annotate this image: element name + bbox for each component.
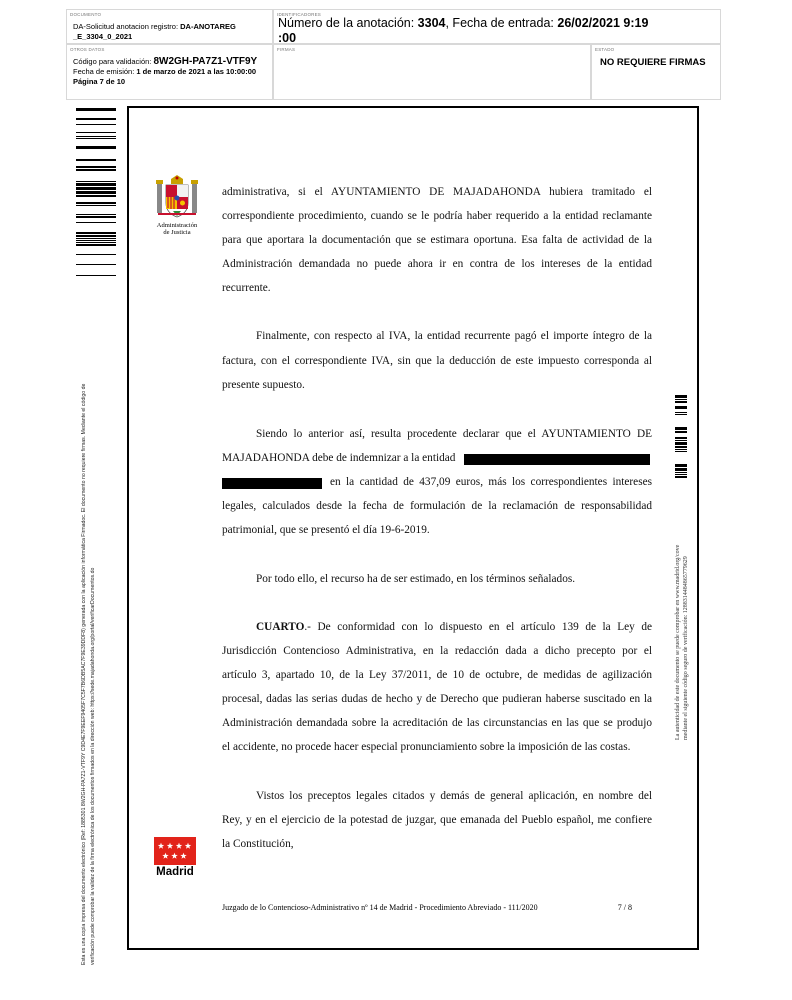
justicia-logo-line2: de Justicia (163, 229, 191, 236)
justicia-logo-line1: Administración (156, 222, 198, 229)
p5-line-4: procesal, dadas las serias dudas de hecho y de Derecho que pudieran haberse suscitado en la (222, 693, 652, 705)
left-barcode (76, 108, 116, 276)
p2-line-1: Finalmente, con respecto al IVA, la entidad recurrente pagó el importe íntegro de la (256, 330, 652, 342)
madrid-flag-icon (154, 837, 196, 865)
star-icon (158, 843, 164, 849)
p3-line-3: en la cantidad de 437,09 euros, más los correspondientes intereses (330, 476, 652, 488)
madrid-logo-text: Madrid (156, 866, 194, 878)
identificador-value: Número de la anotación: 3304, Fecha de entrada: 26/02/2021 9:19 :00 (278, 16, 649, 45)
redaction-block-2 (222, 478, 322, 489)
p5-line-2: Jurisdicción Contencioso Administrativa, en la redacción dada a dicho precepto por el (222, 645, 652, 657)
p4-line-1: Por todo ello, el recurso ha de ser estimado, en los términos señalados. (256, 573, 576, 585)
p5-line-6: el accidente, no procede hacer especial pronunciamiento sobre la imposición de las costas. (222, 741, 631, 753)
p6-line-1: Vistos los preceptos legales citados y demás de general aplicación, en nombre del (256, 790, 652, 802)
p1-line-5: recurrente. (222, 282, 271, 294)
p3-line-2: MAJADAHONDA debe de indemnizar a la entidad (222, 452, 456, 464)
documento-value: DA-Solicitud anotacion registro: DA-ANOTAREG _E_3304_0_2021 (73, 22, 236, 41)
documento-label: DOCUMENTO (70, 12, 102, 17)
codigo-validacion[interactable]: 8W2GH-PA7Z1-VTF9Y (153, 56, 258, 67)
p6-line-3: la Constitución, (222, 838, 294, 850)
coat-of-arms-icon (153, 175, 201, 221)
p2-line-2: factura, con el correspondiente IVA, sin que la deducción de este impuesto corresponda al (222, 355, 652, 367)
p1-line-1: administrativa, si el AYUNTAMIENTO DE MAJADAHONDA hubiera tramitado el (222, 186, 652, 198)
p2-line-3: presente supuesto. (222, 379, 305, 391)
p5-line-3: artículo 3, apartado 10, de la Ley 37/2011, de 10 de octubre, de medidas de agilización (222, 669, 652, 681)
identificadores-label: IDENTIFICADORES (277, 12, 322, 17)
redaction-block-1 (464, 454, 650, 465)
star-icon (176, 843, 182, 849)
star-icon (171, 853, 177, 859)
p6-line-2: Rey, y en el ejercicio de la potestad de juzgar, que emanada del Pueblo español, me confiere (222, 814, 652, 826)
footer-page: 7 / 8 (617, 903, 632, 912)
footer-text: Juzgado de lo Contencioso-Administrativo nº 14 de Madrid - Procedimiento Abreviado - 111/2020 (222, 903, 538, 912)
p1-line-4: Administración demandada no puede ahora ir en contra de los intereses de la entidad (222, 258, 652, 270)
star-icon (185, 843, 191, 849)
right-verification-text: La autenticidad de este documento se puede comprobar en www.madrid.org/cove mediante el siguiente código seguro de verificación: 1288314484865779629 (675, 544, 689, 740)
page-footer (222, 903, 632, 912)
p5-line-5: Administración demandada sobre la acreditación de las circunstancias en las que se produjo (222, 717, 652, 729)
p1-line-2: correspondiente procedimiento, cuando se le podría haber requerido a la entidad reclamante (222, 210, 652, 222)
otros-label: OTROS DATOS (70, 47, 105, 52)
madrid-logo (153, 837, 197, 881)
pagina-info: Página 7 de 10 (73, 77, 126, 86)
estado-value: NO REQUIERE FIRMAS (600, 57, 706, 68)
p1-line-3: para que aportara la documentación que se estimara oportuna. Esa falta de actividad de la (222, 234, 652, 246)
p3-line-4: legales, calculados desde la fecha de formulación de la reclamación de responsabilidad (222, 500, 652, 512)
justicia-logo (153, 175, 201, 235)
document-body (222, 0, 652, 1000)
p3-line-5: patrimonial, que se presentó el día 19-6-2019. (222, 524, 430, 536)
firmas-label: FIRMAS (277, 47, 296, 52)
star-icon (162, 853, 168, 859)
p3-line-1: Siendo lo anterior así, resulta procedente declarar que el AYUNTAMIENTO DE (256, 428, 652, 440)
star-icon (180, 853, 186, 859)
right-barcode (675, 395, 687, 485)
star-icon (167, 843, 173, 849)
cuarto-heading: CUARTO (256, 621, 305, 633)
estado-label: ESTADO (595, 47, 615, 52)
otros-value: Código para validación: 8W2GH-PA7Z1-VTF9Y Fecha de emisión: 1 de marzo de 2021 a las 10:00:00 Página 7 de 10 (73, 56, 258, 86)
left-verification-text: Esta es una copia impresa del documento electrónico (Ref: 1885301 8W2GH-PA7Z1-VTF9Y C9D4E7F9EEF9405F7C5F7B6DB5AC7F9E39DDF8) generada con la aplicación informática Firmadoc. El documento no requiere firmas. Mediante el código de verificación puede comprobar la validez de la firma electrónica de los documentos firmados en la dirección web: https://sede.majadahonda.org/portal/verificarDocumentos.do (81, 383, 96, 965)
p5-line-1: CUARTO.- De conformidad con lo dispuesto en el artículo 139 de la Ley de (256, 621, 652, 633)
